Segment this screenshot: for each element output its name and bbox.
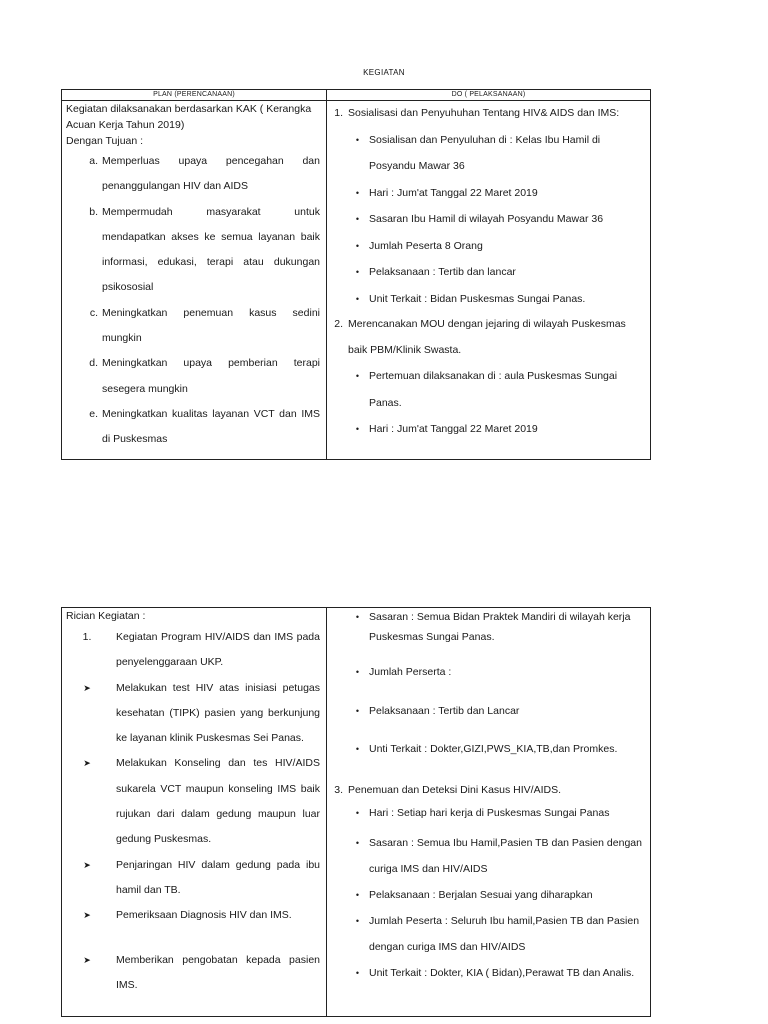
section-2-heading: 2. Merencanakan MOU dengan jejaring di wilayah Puskesmas baik PBM/Klinik Swasta. [334, 318, 626, 356]
list-item: • Sasaran : Semua Bidan Praktek Mandiri di wilayah kerja Puskesmas Sungai Panas. [355, 611, 631, 643]
list-item: • Sasaran : Semua Ibu Hamil,Pasien TB dan Pasien dengan curiga IMS dan HIV/AIDS [355, 836, 642, 875]
rincian-numbered-item: 1. Kegiatan Program HIV/AIDS dan IMS pada penyelenggaraan UKP. [82, 631, 320, 669]
kegiatan-table-2 [61, 607, 651, 1017]
goal-item: a. Memperluas upaya pencegahan dan penanggulangan HIV dan AIDS [89, 155, 320, 193]
do-cell-2 [327, 608, 651, 1017]
list-item: ➤ Melakukan test HIV atas inisiasi petugas kesehatan (TIPK) pasien yang berkunjung ke layanan klinik Puskesmas Sei Panas. [62, 676, 326, 752]
section-1-heading: 1. Sosialisasi dan Penyuhuhan Tentang HIV& AIDS dan IMS: [334, 107, 620, 119]
section-3-bullets [327, 804, 650, 986]
section-2-bullets [327, 363, 650, 443]
goal-list [62, 149, 326, 453]
do-cell [327, 101, 651, 460]
list-item: • Sasaran Ibu Hamil di wilayah Posyandu Mawar 36 [355, 213, 604, 225]
goal-item: b. Mempermudah masyarakat untuk mendapatkan akses ke semua layanan baik informasi, edukasi, terapi atau dukungan psikososial [89, 205, 320, 294]
rincian-arrow-list [62, 676, 326, 999]
header-do: DO ( PELAKSANAAN) [327, 90, 651, 101]
list-item: • Unit Terkait : Dokter, KIA ( Bidan),Perawat TB dan Analis. [355, 966, 635, 979]
arrow-icon: ➤ [83, 954, 91, 965]
list-item: • Hari : Jum'at Tanggal 22 Maret 2019 [355, 423, 538, 435]
goal-item: e. Meningkatkan kualitas layanan VCT dan IMS di Puskesmas [89, 407, 320, 446]
section-3-heading: 3. Penemuan dan Deteksi Dini Kasus HIV/AIDS. [334, 783, 562, 796]
plan-intro: Kegiatan dilaksanakan berdasarkan KAK ( Kerangka Acuan Kerja Tahun 2019) [66, 103, 312, 131]
list-item: • Pelaksanaan : Tertib dan lancar [355, 266, 516, 278]
list-item: • Sosialisan dan Penyuluhan di : Kelas Ibu Hamil di Posyandu Mawar 36 [355, 133, 601, 172]
list-item: • Jumlah Peserta 8 Orang [355, 239, 483, 252]
list-item: ➤ Pemeriksaan Diagnosis HIV dan IMS. [62, 903, 326, 928]
top-bullets [327, 608, 650, 760]
arrow-icon: ➤ [83, 682, 91, 693]
list-item: • Unit Terkait : Bidan Puskesmas Sungai Panas. [355, 292, 586, 305]
list-item: • Pelaksanaan : Tertib dan Lancar [355, 704, 520, 717]
list-item: ➤ Penjaringan HIV dalam gedung pada ibu hamil dan TB. [62, 853, 326, 904]
list-item: • Hari : Setiap hari kerja di Puskesmas Sungai Panas [355, 807, 610, 819]
kegiatan-table-1 [61, 89, 651, 460]
rincian-cell [62, 608, 327, 1017]
arrow-icon: ➤ [83, 758, 91, 769]
list-item: ➤ Memberikan pengobatan kepada pasien IMS. [62, 948, 326, 999]
section-1-bullets [327, 127, 650, 313]
list-item: • Hari : Jum'at Tanggal 22 Maret 2019 [355, 186, 538, 199]
arrow-icon: ➤ [83, 910, 91, 921]
list-item: • Pelaksanaan : Berjalan Sesuai yang diharapkan [355, 888, 593, 901]
page-title: KEGIATAN [363, 68, 405, 77]
header-plan: PLAN (PERENCANAAN) [62, 90, 327, 101]
list-item: • Pertemuan dilaksanakan di : aula Puskesmas Sungai Panas. [355, 370, 618, 409]
list-item: • Unti Terkait : Dokter,GIZI,PWS_KIA,TB,dan Promkes. [355, 743, 618, 755]
spacer [62, 929, 326, 948]
plan-cell [62, 101, 327, 460]
list-item: • Jumlah Peserta : Seluruh Ibu hamil,Pasien TB dan Pasien dengan curiga IMS dan HIV/AIDS [355, 914, 640, 953]
list-item: • Jumlah Persertа : [355, 666, 452, 678]
arrow-icon: ➤ [83, 859, 91, 870]
plan-goal-heading: Dengan Tujuan : [66, 135, 144, 147]
list-item: ➤ Melakukan Konseling dan tes HIV/AIDS sukarela VCT maupun konseling IMS baik rujukan dari dalam gedung maupun luar gedung Puskesmas. [62, 751, 326, 852]
goal-item: c. Meningkatkan penemuan kasus sedini mungkin [89, 306, 320, 345]
goal-item: d. Meningkatkan upaya pemberian terapi sesegera mungkin [89, 357, 320, 395]
rincian-heading: Rician Kegiatan : [66, 610, 146, 622]
